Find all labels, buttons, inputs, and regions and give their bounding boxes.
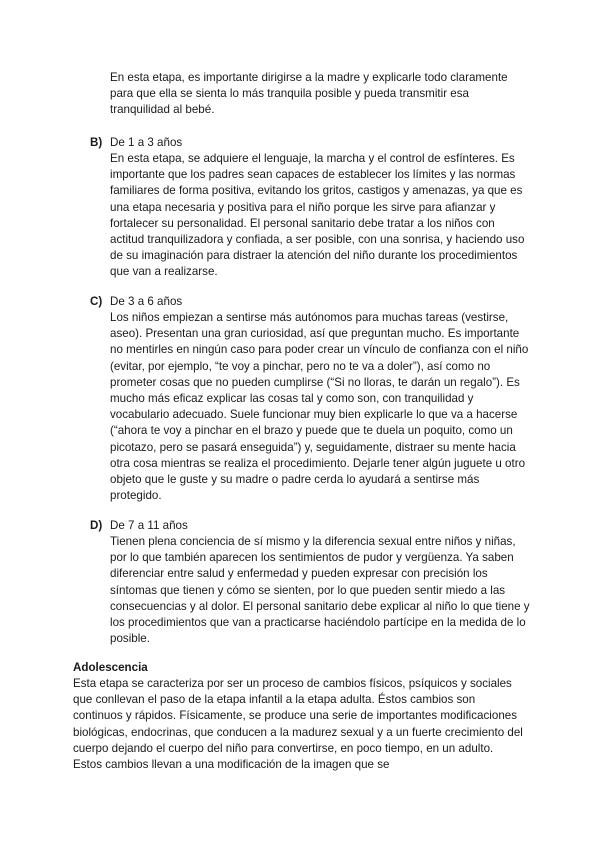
- section-b-paragraph: En esta etapa, se adquiere el lenguaje, la marcha y el control de esfínteres. Es importante que los padres sean capaces de establecer los límites y las normas familiares de forma positiva, evitando los gritos, castigos y amenazas, ya que es una etapa necesaria y positiva para el niño porque les sirve para afianzar y fortalecer su personalidad. El personal sanitario debe tratar a los niños con actitud tranquilizadora y confiada, a ser posible, con una sonrisa, y haciendo uso de su imaginación para distraer la atención del niño durante los procedimientos que van a realizarse.: [110, 152, 525, 279]
- section-b-title: De 1 a 3 años: [110, 136, 183, 149]
- section-c-title: De 3 a 6 años: [110, 295, 183, 308]
- section-c-letter: C): [90, 295, 103, 308]
- adolescence-paragraph: Esta etapa se caracteriza por ser un proceso de cambios físicos, psíquicos y sociales que conllevan el paso de la etapa infantil a la etapa adulta. Éstos cambios son continuos y rápidos. Físicamente, se produce una serie de importantes modificaciones biológicas, endocrinas, que conducen a la madurez sexual y a un fuerte crecimiento del cuerpo dejando el cuerpo del niño para convertirse, en poco tiempo, en un adulto. Estos cambios llevan a una modificación de la imagen que se: [73, 677, 523, 772]
- adolescence-heading: Adolescencia: [73, 661, 148, 674]
- intro-paragraph: En esta etapa, es importante dirigirse a la madre y explicarle todo claramente para que ella se sienta lo más tranquila posible y pueda transmitir esa tranquilidad al bebé.: [110, 71, 508, 117]
- section-d-paragraph: Tienen plena conciencia de sí mismo y la diferencia sexual entre niños y niñas, por lo que también aparecen los sentimientos de pudor y vergüenza. Ya saben diferenciar entre salud y enfermedad y pueden expresar con precisión los síntomas que tienen y cómo se sienten, por lo que pueden sentir miedo a las consecuencias y al dolor. El personal sanitario debe explicar al niño lo que tiene y los procedimientos que van a practicarse haciéndolo partícipe en la medida de lo posible.: [110, 535, 530, 646]
- section-b-letter: B): [90, 136, 103, 149]
- section-d-letter: D): [90, 519, 103, 532]
- section-d-title: De 7 a 11 años: [110, 519, 188, 532]
- section-c-paragraph: Los niños empiezan a sentirse más autónomos para muchas tareas (vestirse, aseo). Presentan una gran curiosidad, así que preguntan mucho. Es importante no mentirles en ningún caso para poder crear un vínculo de confianza con el niño (evitar, por ejemplo, “te voy a pinchar, pero no te va a doler”), así como no prometer cosas que no pueden cumplirse (“Si no lloras, te darán un regalo”). Es mucho más eficaz explicar las cosas tal y como son, con tranquilidad y vocabulario adecuado. Suele funcionar muy bien explicarle lo que va a hacerse (“ahora te voy a pinchar en el brazo y puede que te duela un poquito, como un picotazo, pero se pasará enseguida”) y, seguidamente, distraer su mente hacia otra cosa mientras se realiza el procedimiento. Dejarle tener algún juguete u otro objeto que le guste y su madre o padre cerda lo ayudará a sentirse más protegido.: [110, 311, 529, 503]
